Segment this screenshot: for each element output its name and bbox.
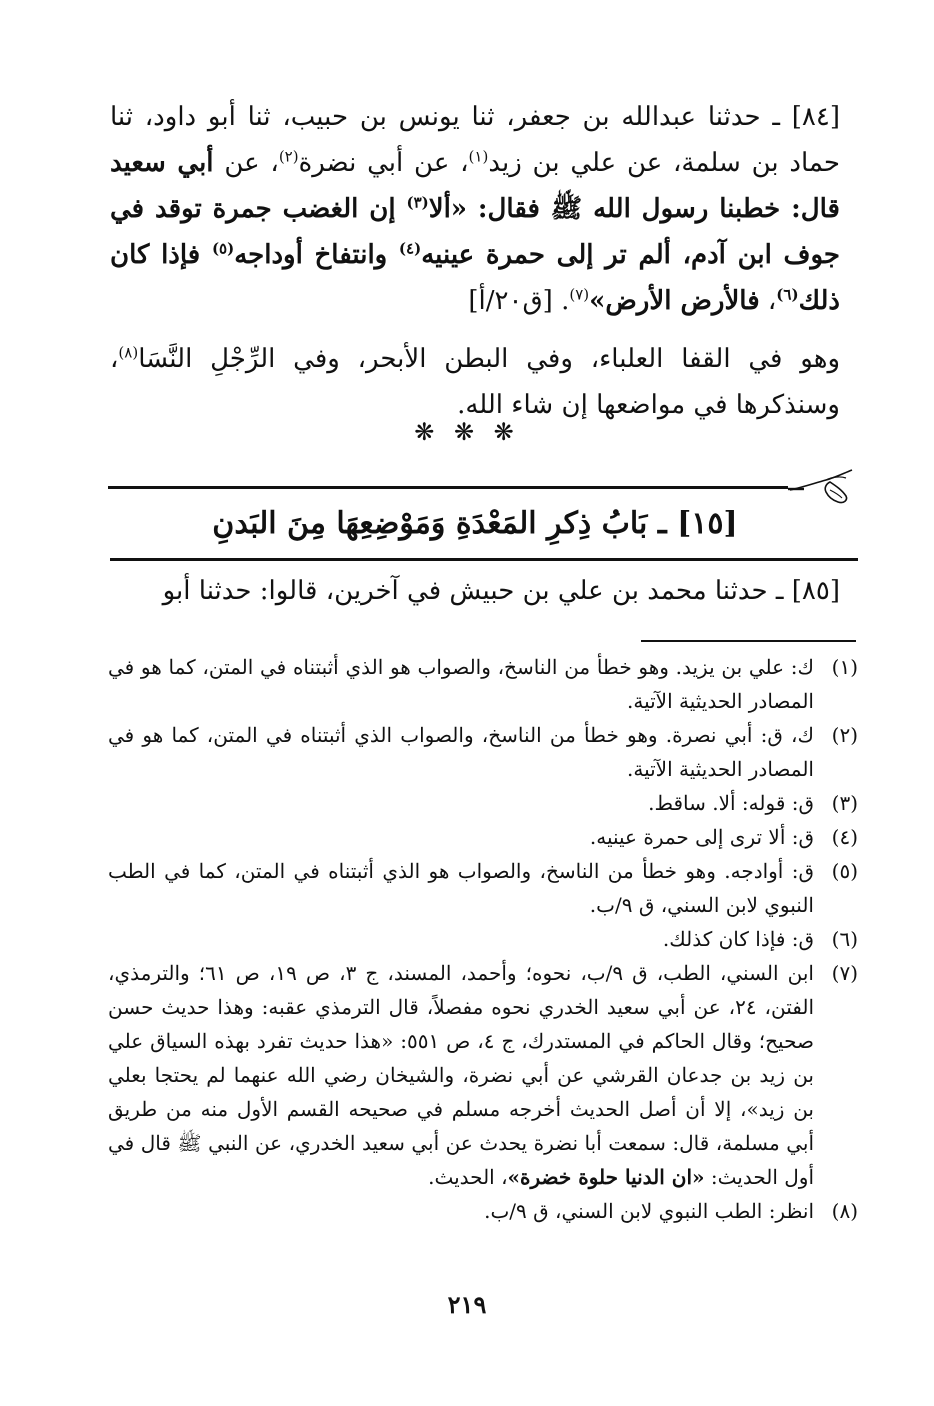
footnote-text: ك، ق: أبي نصرة. وهو خطأ من الناسخ، والصواب الذي أثبتناه في المتن، كما هو في المصادر الحديثية الآتية. <box>108 723 814 781</box>
footnote-text: ق: قوله: ألا. ساقط. <box>648 791 814 815</box>
footnote-ref-5[interactable]: (٥) <box>211 239 235 258</box>
footnote-text: ك: علي بن يزيد. وهو خطأ من الناسخ، والصواب هو الذي أثبتناه في المتن، كما هو في المصادر الحديثية الآتية. <box>108 655 814 713</box>
footnote-text: ق: ألا ترى إلى حمرة عينيه. <box>589 825 814 849</box>
hadith-84-bold-5: فالأرض الأرض» <box>589 286 760 316</box>
footnote-text-bold: «ان الدنيا حلوة خضرة» <box>507 1165 705 1189</box>
footnote-ref-3[interactable]: (٣) <box>406 193 429 212</box>
footnote-text-main: ابن السني، الطب، ق ٩/ب، نحوه؛ وأحمد، المسند، ج ٣، ص ١٩، ص ٦١؛ والترمذي، الفتن، ٢٤، عن أبي سعيد الخدري نحوه مفصلاً، قال الترمذي عقبه: وهذا حديث حسن صحيح؛ وقال الحاكم في المستدرك، ج ٤، ص ٥٥١: «هذا حديث تفرد بهذه السياق علي بن زيد بن جدعان القرشي عن أبي نضرة، والشيخان رضي الله عنهما لم يحتجا بعلي بن زيد»، إلا أن أصل الحديث أخرجه مسلم في صحيحه القسم الأول منه من طريق أبي مسلمة، قال: سمعت أبا نضرة يحدث عن أبي سعيد الخدري، عن النبي ﷺ قال في أول الحديث: <box>108 961 814 1189</box>
footnote-item <box>108 786 858 820</box>
commentary-text-1: وهو في القفا العلباء، وفي البطن الأبحر، وفي الرِّجْلِ النَّسَا <box>138 344 840 374</box>
footnote-item <box>108 718 858 786</box>
hadith-84-text-2: ، عن أبي نضرة <box>298 148 469 178</box>
footnote-text <box>108 956 814 1194</box>
footnote-item <box>108 854 858 922</box>
hadith-85: [٨٥] ـ حدثنا محمد بن علي بن حبيش في آخرين، قالوا: حدثنا أبو <box>162 576 840 606</box>
footnote-number: (٣) <box>831 791 858 815</box>
footnote-item <box>108 820 858 854</box>
footnote-number: (٥) <box>831 859 858 883</box>
hadith-84-text-3: ، عن <box>213 148 279 178</box>
hadith-84-bold-4: فإذا كان ذلك <box>110 240 840 316</box>
main-text <box>110 94 840 428</box>
footnote-item <box>108 650 858 718</box>
footnote-text: انظر: الطب النبوي لابن السني، ق ٩/ب. <box>484 1199 814 1223</box>
commentary-text-2: ، وسنذكرها في مواضعها إن شاء الله. <box>110 344 840 420</box>
footnote-number: (١) <box>831 655 858 679</box>
footnote-number: (٧) <box>831 961 858 985</box>
footnote-text-tail: ، الحديث. <box>428 1165 508 1189</box>
footnote-number: (٦) <box>831 927 858 951</box>
hadith-84-bold-1: أبي سعيد قال: خطبنا رسول الله ﷺ فقال: «ألا <box>110 148 840 224</box>
hadith-84-bold-3: وانتفاخ أوداجه <box>234 240 399 270</box>
footnote-item <box>108 956 858 1194</box>
footnote-number: (٢) <box>831 723 858 747</box>
chapter-rule-bottom <box>110 558 858 561</box>
footnote-text: ق: أوادجه. وهو خطأ من الناسخ، والصواب هو الذي أثبتناه في المتن، كما في الطب النبوي لابن السني، ق ٩/ب. <box>108 859 815 917</box>
page-number: ٢١٩ <box>447 1290 487 1319</box>
footnote-number: (٤) <box>831 825 858 849</box>
commentary-paragraph <box>110 336 840 428</box>
hadith-84-text-4: ، <box>759 286 777 316</box>
footnote-item <box>108 1194 858 1228</box>
footnote-ref-2[interactable]: (٢) <box>278 147 299 166</box>
hadith-84-text-5: . [ق٢٠/أ] <box>468 286 570 316</box>
footnote-item <box>108 922 858 956</box>
footnotes-list <box>108 650 858 1228</box>
hadith-84 <box>110 94 840 324</box>
hadith-84-bold-2: إن الغضب جمرة توقد في جوف ابن آدم، ألم تر إلى حمرة عينيه <box>110 194 840 270</box>
section-separator: ❋ ❋ ❋ <box>414 418 520 446</box>
footnote-number: (٨) <box>831 1199 858 1223</box>
footnote-ref-8[interactable]: (٨) <box>118 343 139 362</box>
footnote-rule <box>641 640 856 642</box>
chapter-rule-top <box>108 486 788 489</box>
chapter-title: [١٥] ـ بَابُ ذِكرِ المَعْدَةِ وَمَوْضِعِهَا مِنَ البَدنِ <box>212 506 738 541</box>
footnote-ref-6[interactable]: (٦) <box>776 285 799 304</box>
footnote-ref-7[interactable]: (٧) <box>569 285 590 304</box>
hadith-84-text-1: [٨٤] ـ حدثنا عبدالله بن جعفر، ثنا يونس بن حبيب، ثنا أبو داود، ثنا حماد بن سلمة، عن علي بن زيد <box>110 102 841 178</box>
footnote-ref-1[interactable]: (١) <box>468 147 489 166</box>
footnote-ref-4[interactable]: (٤) <box>398 239 422 258</box>
footnote-text: ق: فإذا كان كذلك. <box>662 927 814 951</box>
